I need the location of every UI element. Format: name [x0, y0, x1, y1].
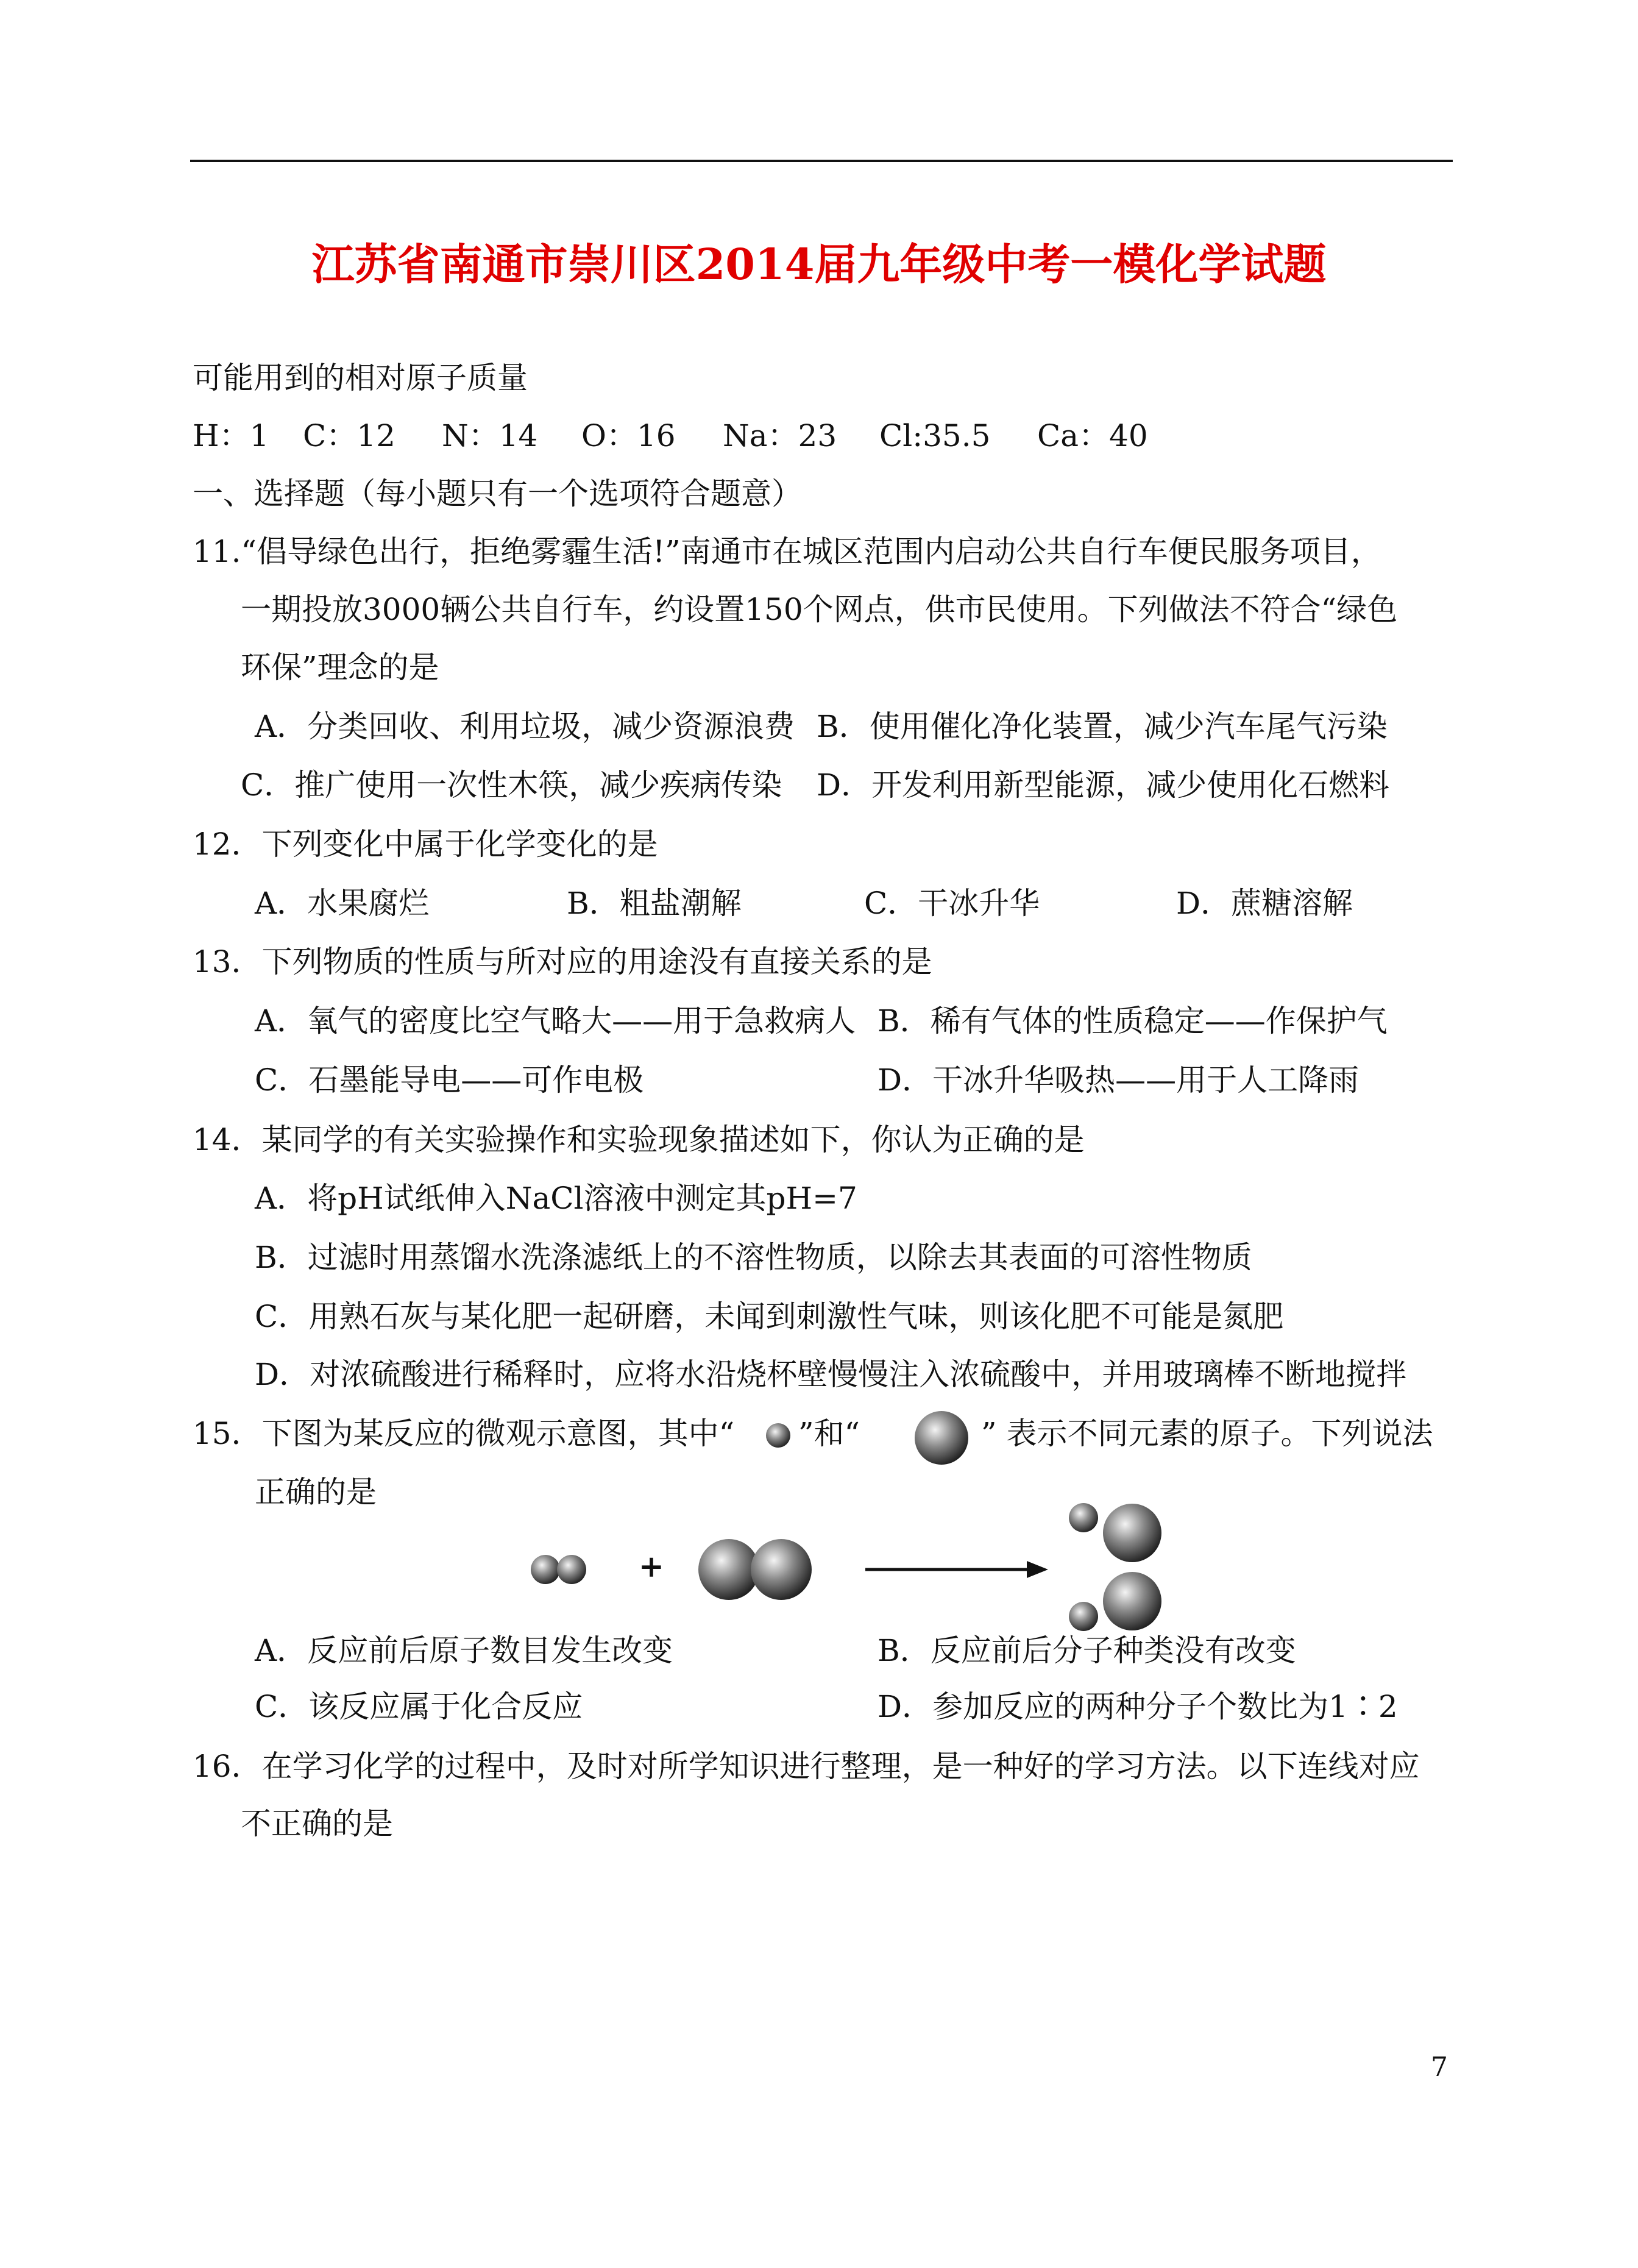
question-15-option-b: B．反应前后分子种类没有改变: [878, 1633, 1296, 1668]
question-15-stem-part-3: ” 表示不同元素的原子。下列说法: [981, 1416, 1433, 1451]
atomic-mass-heading: 可能用到的相对原子质量: [193, 360, 528, 396]
large-diatomic-molecule: [695, 1536, 823, 1603]
mass-o: O：16: [581, 418, 676, 453]
question-13-option-c: C．石墨能导电——可作电极: [255, 1062, 644, 1098]
question-12-stem: 12．下列变化中属于化学变化的是: [193, 827, 658, 862]
page-number: 7: [1431, 2052, 1448, 2083]
page-title: 江苏省南通市崇川区2014届九年级中考一模化学试题: [311, 239, 1327, 290]
small-atom: [531, 1555, 560, 1584]
question-15-stem-part-1: 15．下图为某反应的微观示意图，其中“: [193, 1416, 735, 1451]
small-diatomic-molecule: [529, 1551, 596, 1588]
question-13-stem: 13．下列物质的性质与所对应的用途没有直接关系的是: [193, 944, 932, 979]
question-15-stem-line-2: 正确的是: [255, 1474, 377, 1510]
question-12-option-c: C．干冰升华: [864, 886, 1040, 921]
question-11-stem-line-3: 环保”理念的是: [241, 650, 439, 685]
small-atom: [557, 1555, 586, 1584]
product-molecule: [1065, 1499, 1175, 1566]
question-11-option-d: D．开发利用新型能源，减少使用化石燃料: [817, 767, 1390, 803]
mass-ca: Ca：40: [1037, 418, 1148, 453]
mass-c: C：12: [303, 418, 395, 453]
large-atom: [1103, 1504, 1161, 1562]
question-14-option-a: A．将pH试纸伸入NaCl溶液中测定其pH=7: [255, 1181, 857, 1216]
large-atom: [1103, 1572, 1161, 1630]
question-15-option-a: A．反应前后原子数目发生改变: [255, 1633, 673, 1668]
question-15-option-d: D．参加反应的两种分子个数比为1∶2: [878, 1689, 1398, 1724]
question-14-option-b: B．过滤时用蒸馏水洗涤滤纸上的不溶性物质，以除去其表面的可溶性物质: [255, 1240, 1252, 1275]
mass-h: H：1: [193, 418, 269, 453]
large-atom: [698, 1539, 759, 1600]
plus-sign: +: [639, 1548, 664, 1584]
header-rule: [190, 160, 1453, 162]
question-13-option-a: A．氧气的密度比空气略大——用于急救病人: [255, 1003, 856, 1039]
question-11-stem-line-1: 11.“倡导绿色出行，拒绝雾霾生活!”南通市在城区范围内启动公共自行车便民服务项目，: [193, 534, 1381, 569]
question-11-option-c: C．推广使用一次性木筷，减少疾病传染: [241, 767, 782, 803]
question-16-stem-line-2: 不正确的是: [241, 1806, 393, 1841]
question-14-option-c: C．用熟石灰与某化肥一起研磨，未闻到刺激性气味，则该化肥不可能是氮肥: [255, 1299, 1284, 1334]
product-molecule: [1065, 1568, 1175, 1635]
question-16-stem-line-1: 16．在学习化学的过程中，及时对所学知识进行整理，是一种好的学习方法。以下连线对应: [193, 1749, 1420, 1784]
question-13-option-d: D．干冰升华吸热——用于人工降雨: [878, 1062, 1360, 1098]
question-12-option-d: D．蔗糖溶解: [1176, 886, 1353, 921]
question-11-stem-line-2: 一期投放3000辆公共自行车，约设置150个网点，供市民使用。下列做法不符合“绿色: [241, 592, 1398, 627]
mass-cl: Cl:35.5: [879, 418, 991, 453]
question-11-option-b: B．使用催化净化装置，减少汽车尾气污染: [817, 709, 1388, 744]
question-15-stem-part-2: ”和“: [798, 1416, 860, 1451]
question-14-stem: 14．某同学的有关实验操作和实验现象描述如下，你认为正确的是: [193, 1122, 1085, 1157]
section-heading: 一、选择题（每小题只有一个选项符合题意）: [193, 476, 802, 511]
mass-na: Na：23: [723, 418, 837, 453]
small-atom: [1069, 1602, 1098, 1631]
large-atom-icon: [908, 1409, 975, 1467]
question-12-option-b: B．粗盐潮解: [567, 886, 742, 921]
question-14-option-d: D．对浓硫酸进行稀释时，应将水沿烧杯壁慢慢注入浓硫酸中，并用玻璃棒不断地搅拌: [255, 1357, 1407, 1392]
question-13-option-b: B．稀有气体的性质稳定——作保护气: [878, 1003, 1388, 1039]
small-atom-icon: [763, 1420, 793, 1451]
reaction-arrow: [865, 1557, 1048, 1582]
question-11-option-a: A．分类回收、利用垃圾，减少资源浪费: [255, 709, 795, 744]
question-15-option-c: C．该反应属于化合反应: [255, 1689, 583, 1724]
mass-n: N：14: [442, 418, 538, 453]
small-atom: [1069, 1503, 1098, 1532]
question-12-option-a: A．水果腐烂: [255, 886, 430, 921]
large-atom: [751, 1539, 812, 1600]
